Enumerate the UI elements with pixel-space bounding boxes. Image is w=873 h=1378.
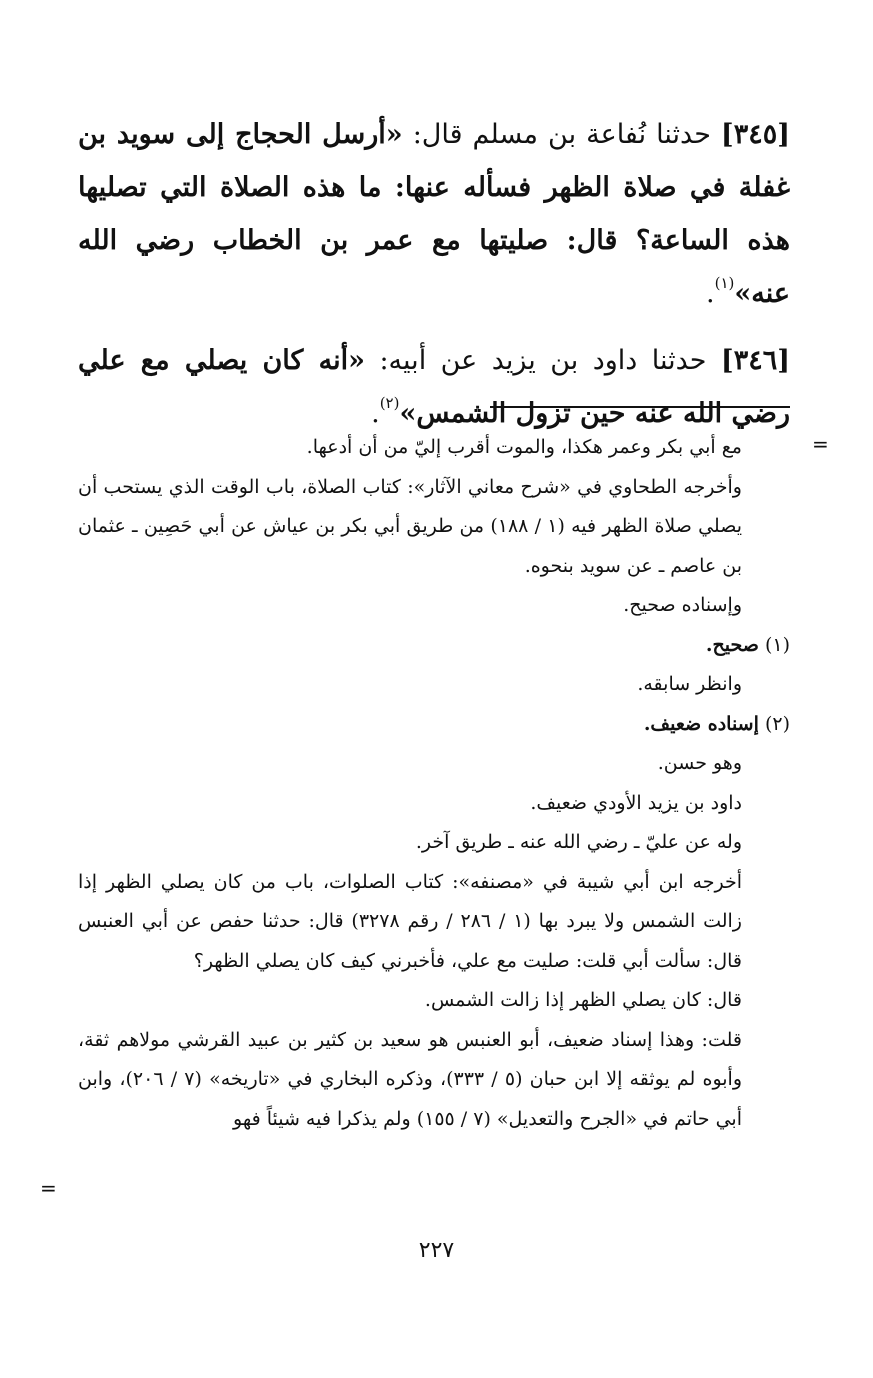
footnote-paragraph: مع أبي بكر وعمر هكذا، والموت أقرب إليّ من أن أدعها.	[306, 436, 742, 458]
hadith-end: .	[706, 278, 715, 309]
footnote-paragraph: قلت: وهذا إسناد ضعيف، أبو العنبس هو سعيد بن كثير بن عبيد القرشي مولاهم ثقة، وأبوه لم يوثقه إلا ابن حبان (٥ / ٣٣٣)، وذكره البخاري في «تاريخه» (٧ / ٢٠٦)، وابن أبي حاتم في «الجرح والتعديل» (٧ / ١٥٥) ولم يذكرا فيه شيئاً فهو	[78, 1028, 743, 1130]
footnote-paragraph: وله عن عليّ ـ رضي الله عنه ـ طريق آخر.	[415, 831, 742, 853]
footnote-paragraph: وانظر سابقه.	[637, 673, 742, 695]
hadith-number: [٣٤٦]	[720, 345, 790, 376]
hadith-end: .	[371, 398, 380, 429]
hadith-346	[78, 334, 790, 440]
footnote-verdict: إسناده ضعيف.	[643, 712, 759, 735]
hadith-text: «أنه كان يصلي مع علي رضي الله عنه حين تزول الشمس»	[78, 345, 790, 429]
footnote-divider	[490, 406, 790, 408]
footnote-verdict: صحيح.	[705, 633, 759, 656]
footnote-label: (١)	[764, 633, 790, 656]
hadith-text: «أرسل الحجاج إلى سويد بن غفلة في صلاة الظهر فسأله عنها: ما هذه الصلاة التي تصليها هذه الساعة؟ قال: صليتها مع عمر بن الخطاب رضي الله عنه»	[78, 119, 790, 309]
main-text	[78, 108, 790, 454]
footnote-entry	[78, 626, 790, 666]
footnotes	[78, 428, 790, 1139]
footnote-paragraph: داود بن يزيد الأودي ضعيف.	[530, 791, 742, 814]
footnote-entry	[78, 705, 790, 745]
hadith-number: [٣٤٥]	[720, 119, 790, 150]
footnote-paragraph: وإسناده صحيح.	[623, 594, 742, 616]
footnote-paragraph: وهو حسن.	[657, 752, 742, 774]
page-number: ٢٢٧	[418, 1238, 455, 1263]
footnote-paragraph: أخرجه ابن أبي شيبة في «مصنفه»: كتاب الصلوات، باب من كان يصلي الظهر إذا زالت الشمس ولا يبرد بها (١ / ٢٨٦ / رقم ٣٢٧٨) قال: حدثنا حفص عن أبي العنبس قال: سألت أبي قلت: صليت مع علي، فأخبرني كيف كان يصلي الظهر؟	[78, 870, 742, 972]
footnote-paragraph: وأخرجه الطحاوي في «شرح معاني الآثار»: كتاب الصلاة، باب الوقت الذي يستحب أن يصلي صلاة الظهر فيه (١ / ١٨٨) من طريق أبي بكر بن عياش عن أبي حَصِين ـ عثمان بن عاصم ـ عن سويد بنحوه.	[78, 475, 742, 577]
continuation-mark-top: =	[812, 432, 829, 456]
footnote-ref[interactable]: (٢)	[379, 394, 400, 412]
hadith-intro: حدثنا داود بن يزيد عن أبيه:	[379, 345, 707, 376]
footnote-ref[interactable]: (١)	[714, 274, 735, 292]
footnote-paragraph: قال: كان يصلي الظهر إذا زالت الشمس.	[424, 989, 742, 1011]
hadith-intro: حدثنا نُفاعة بن مسلم قال:	[412, 119, 711, 150]
hadith-345	[78, 108, 790, 320]
continuation-mark-bottom: =	[40, 1176, 57, 1200]
footnote-label: (٢)	[764, 712, 790, 735]
